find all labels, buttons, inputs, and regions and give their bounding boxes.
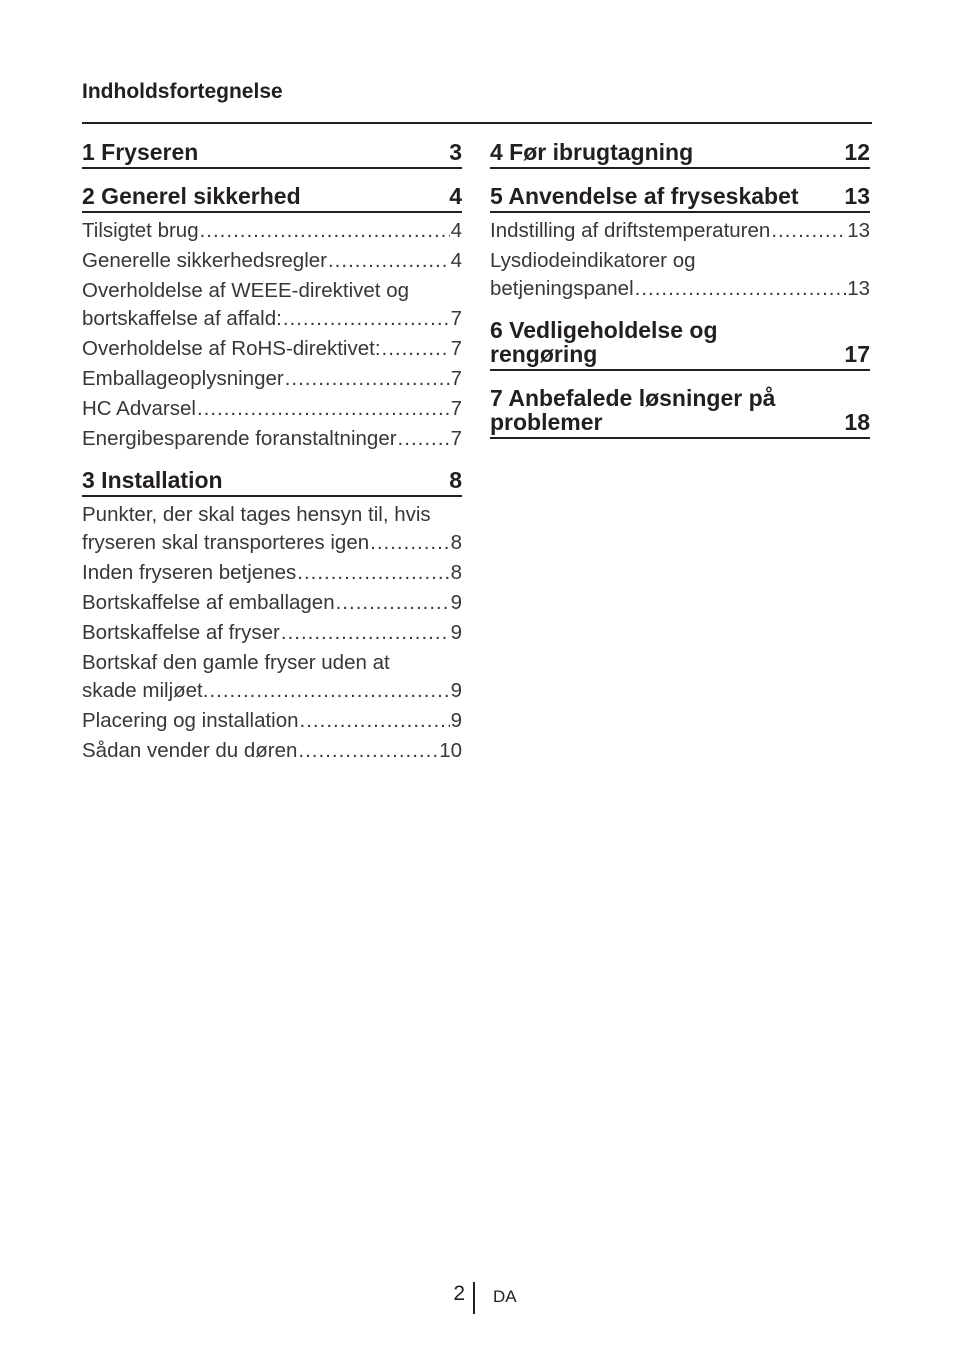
- section-title-line: 3 Installation: [82, 467, 223, 493]
- dot-leader: [297, 559, 449, 587]
- toc-section: [490, 386, 870, 439]
- entry-page-number: 10: [439, 739, 462, 762]
- entry-text: Tilsigtet brug: [82, 219, 199, 242]
- entry-last-line: [82, 305, 462, 333]
- entry-last-line: [82, 247, 462, 275]
- dot-leader: [328, 247, 450, 275]
- toc-section: [82, 140, 462, 169]
- section-heading[interactable]: [490, 318, 870, 371]
- toc-entry[interactable]: [82, 335, 462, 363]
- toc-entry[interactable]: [82, 277, 462, 333]
- entry-last-line: [82, 737, 462, 765]
- entry-page-number: 7: [450, 397, 462, 420]
- entry-last-line: [82, 365, 462, 393]
- entry-text: Bortskaf den gamle fryser uden at: [82, 651, 390, 674]
- dot-leader: [298, 737, 438, 765]
- dot-leader: [285, 365, 450, 393]
- section-heading[interactable]: [490, 184, 870, 213]
- section-page-number: 17: [844, 341, 870, 367]
- dot-leader: [281, 619, 450, 647]
- page-title: Indholdsfortegnelse: [82, 80, 283, 103]
- section-title-line: 4 Før ibrugtagning: [490, 139, 694, 165]
- entry-page-number: 4: [450, 219, 462, 242]
- entry-text: bortskaffelse af affald:: [82, 307, 282, 330]
- toc-entry[interactable]: [82, 559, 462, 587]
- toc-entry[interactable]: [82, 619, 462, 647]
- entry-text: Inden fryseren betjenes: [82, 561, 297, 584]
- section-title: [82, 140, 198, 164]
- dot-leader: [398, 425, 450, 453]
- toc-entry[interactable]: [82, 649, 462, 705]
- toc-right-column: [490, 140, 870, 454]
- dot-leader: [200, 217, 450, 245]
- section-title: [490, 318, 718, 366]
- section-heading[interactable]: [490, 386, 870, 439]
- section-title-line: problemer: [490, 409, 603, 435]
- section-title-line: 2 Generel sikkerhed: [82, 183, 301, 209]
- entry-text: Energibesparende foranstaltninger: [82, 427, 397, 450]
- entry-text: skade miljøet.: [82, 679, 209, 702]
- entry-last-line: [82, 707, 462, 735]
- entry-page-number: 9: [450, 621, 462, 644]
- section-title: [490, 140, 693, 164]
- dot-leader: [209, 677, 449, 705]
- toc-section: [490, 184, 870, 303]
- section-page-number: 13: [844, 183, 870, 209]
- section-heading[interactable]: [82, 184, 462, 213]
- toc-entry[interactable]: [82, 217, 462, 245]
- toc-section: [490, 140, 870, 169]
- section-title: [490, 184, 799, 208]
- toc-section: [490, 318, 870, 371]
- entry-page-number: 13: [847, 277, 870, 300]
- page-footer: [0, 1282, 954, 1314]
- section-title-line: 5 Anvendelse af fryseskabet: [490, 183, 799, 209]
- footer-divider: [473, 1282, 475, 1314]
- entry-text: Bortskaffelse af emballagen: [82, 591, 335, 614]
- section-page-number: 8: [449, 467, 462, 493]
- entry-last-line: [82, 425, 462, 453]
- entry-text: betjeningspanel: [490, 277, 634, 300]
- entry-last-line: [82, 677, 462, 705]
- entry-text: Indstilling af driftstemperaturen: [490, 219, 771, 242]
- entry-last-line: [82, 619, 462, 647]
- dot-leader: [635, 275, 847, 303]
- toc-entry[interactable]: [82, 589, 462, 617]
- entry-page-number: 7: [450, 337, 462, 360]
- section-heading[interactable]: [82, 140, 462, 169]
- entry-text: Sådan vender du døren: [82, 739, 298, 762]
- section-title-line: rengøring: [490, 341, 598, 367]
- section-heading[interactable]: [82, 468, 462, 497]
- toc-entry[interactable]: [82, 395, 462, 423]
- section-title-line: 6 Vedligeholdelse og: [490, 317, 718, 343]
- toc-entry[interactable]: [82, 365, 462, 393]
- entry-last-line: [82, 217, 462, 245]
- section-title-line: 1 Fryseren: [82, 139, 199, 165]
- entry-text: Overholdelse af RoHS-direktivet:: [82, 337, 381, 360]
- entry-text: Emballageoplysninger: [82, 367, 284, 390]
- toc-section: [82, 468, 462, 765]
- toc-entry[interactable]: [490, 247, 870, 303]
- dot-leader: [370, 529, 449, 557]
- entry-text: Placering og installation: [82, 709, 299, 732]
- entry-text: Generelle sikkerhedsregler: [82, 249, 327, 272]
- entry-last-line: [490, 275, 870, 303]
- entry-page-number: 9: [450, 591, 462, 614]
- entry-page-number: 7: [450, 307, 462, 330]
- entry-text: Overholdelse af WEEE-direktivet og: [82, 279, 409, 302]
- footer-language: DA: [493, 1287, 517, 1306]
- toc-entry[interactable]: [82, 247, 462, 275]
- section-heading[interactable]: [490, 140, 870, 169]
- toc-left-column: [82, 140, 462, 780]
- toc-entry[interactable]: [490, 217, 870, 245]
- entry-page-number: 8: [450, 531, 462, 554]
- entry-text: Lysdiodeindikatorer og: [490, 249, 696, 272]
- entry-page-number: 8: [450, 561, 462, 584]
- dot-leader: [336, 589, 450, 617]
- entry-last-line: [82, 559, 462, 587]
- toc-entry[interactable]: [82, 737, 462, 765]
- dot-leader: [300, 707, 450, 735]
- section-page-number: 12: [844, 139, 870, 165]
- toc-section: [82, 184, 462, 453]
- entry-page-number: 7: [450, 367, 462, 390]
- entry-text: Punkter, der skal tages hensyn til, hvis: [82, 503, 431, 526]
- entry-text: Bortskaffelse af fryser: [82, 621, 280, 644]
- entry-last-line: [82, 395, 462, 423]
- entry-last-line: [82, 589, 462, 617]
- section-title: [490, 386, 775, 434]
- entry-last-line: [490, 217, 870, 245]
- title-divider: [82, 122, 872, 124]
- entry-text: fryseren skal transporteres igen: [82, 531, 370, 554]
- section-page-number: 3: [449, 139, 462, 165]
- section-title: [82, 184, 301, 208]
- dot-leader: [771, 217, 846, 245]
- section-title-line: 7 Anbefalede løsninger på: [490, 385, 776, 411]
- dot-leader: [283, 305, 450, 333]
- section-page-number: 4: [449, 183, 462, 209]
- toc-entry[interactable]: [82, 707, 462, 735]
- entry-page-number: 9: [450, 679, 462, 702]
- section-title: [82, 468, 223, 492]
- entry-page-number: 9: [450, 709, 462, 732]
- entry-page-number: 13: [847, 219, 870, 242]
- entry-last-line: [82, 529, 462, 557]
- entry-text: HC Advarsel: [82, 397, 196, 420]
- entry-page-number: 7: [450, 427, 462, 450]
- toc-entry[interactable]: [82, 425, 462, 453]
- toc-entry[interactable]: [82, 501, 462, 557]
- entry-page-number: 4: [450, 249, 462, 272]
- dot-leader: [197, 395, 450, 423]
- dot-leader: [382, 335, 450, 363]
- footer-page-number: 2: [453, 1282, 465, 1305]
- entry-last-line: [82, 335, 462, 363]
- section-page-number: 18: [844, 409, 870, 435]
